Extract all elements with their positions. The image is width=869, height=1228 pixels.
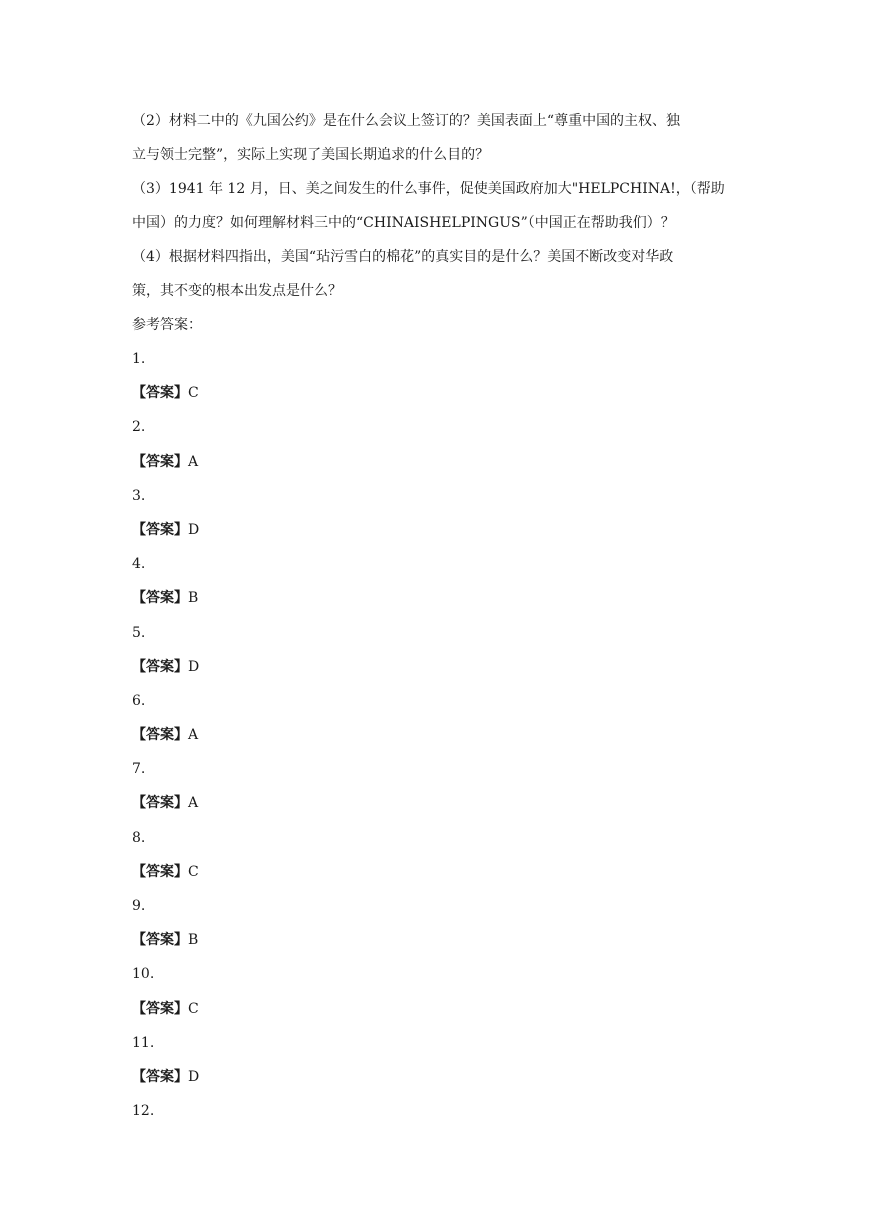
answer-number: 10. <box>132 966 155 983</box>
answer-label: 【答案】 <box>132 727 188 744</box>
reference-answers-heading: 参考答案： <box>132 317 202 333</box>
answer-value: B <box>188 932 199 949</box>
answer-item <box>132 623 732 677</box>
answer-number: 7. <box>132 761 146 778</box>
answer-value: C <box>188 863 199 880</box>
answer-number: 4. <box>132 556 146 573</box>
answer-number: 1. <box>132 351 146 367</box>
answer-list <box>132 349 732 1121</box>
answer-label: 【答案】 <box>132 658 188 675</box>
answer-label: 【答案】 <box>132 1068 188 1085</box>
answer-number: 11. <box>132 1034 155 1051</box>
answer-value: D <box>188 658 200 675</box>
answer-item <box>132 896 732 950</box>
answer-item <box>132 828 732 882</box>
answer-label: 【答案】 <box>132 1000 188 1017</box>
answer-number: 8. <box>132 829 146 846</box>
answer-line <box>132 520 732 540</box>
answer-value: A <box>188 727 199 744</box>
answer-label: 【答案】 <box>132 521 188 538</box>
answer-number: 6. <box>132 692 146 709</box>
answer-label: 【答案】 <box>132 385 188 402</box>
question-4-line-1: （4）根据材料四指出，美国“玷污雪白的棉花”的真实目的是什么？美国不断改变对华政 <box>132 249 674 265</box>
answer-number: 5. <box>132 624 146 641</box>
answer-line <box>132 930 732 950</box>
answer-item <box>132 691 732 745</box>
answer-number-last: 12. <box>132 1103 155 1120</box>
answer-value: D <box>188 1068 200 1085</box>
answer-value: B <box>188 590 199 607</box>
answer-item <box>132 964 732 1018</box>
question-2-line-2: 立与领士完整”，实际上实现了美国长期追求的什么目的？ <box>132 147 490 163</box>
answer-value: C <box>188 385 199 402</box>
answer-line <box>132 588 732 608</box>
answer-line <box>132 1067 732 1087</box>
answer-item <box>132 417 732 471</box>
answer-line <box>132 725 732 745</box>
answer-value: C <box>188 1000 199 1017</box>
answer-item <box>132 486 732 540</box>
answer-label: 【答案】 <box>132 453 188 470</box>
answer-value: A <box>188 453 199 470</box>
answer-line <box>132 793 732 813</box>
answer-number: 3. <box>132 487 146 504</box>
answer-number: 9. <box>132 898 146 914</box>
answer-label: 【答案】 <box>132 590 188 607</box>
question-3-line-2: 中国）的力度？如何理解材料三中的“CHINAISHELPINGUS”（中国正在帮助我们）？ <box>132 215 675 231</box>
answer-line <box>132 862 732 882</box>
question-3-line-1: （3）1941 年 12 月，日、美之间发生的什么事件，促使美国政府加大"HELPCHINA!，（帮助 <box>132 181 725 197</box>
answer-value: D <box>188 521 200 538</box>
answer-label: 【答案】 <box>132 863 188 880</box>
answer-label: 【答案】 <box>132 932 188 949</box>
answer-item <box>132 759 732 813</box>
answer-item <box>132 349 732 403</box>
answer-number: 2. <box>132 419 146 436</box>
answer-line <box>132 383 732 403</box>
question-2-line-1: （2）材料二中的《九国公约》是在什么会议上签订的？美国表面上“尊重中国的主权、独 <box>132 113 681 129</box>
answer-line <box>132 999 732 1019</box>
question-4-line-2: 策，其不变的根本出发点是什么？ <box>132 283 342 299</box>
answer-line <box>132 452 732 472</box>
answer-line <box>132 657 732 677</box>
answer-label: 【答案】 <box>132 795 188 812</box>
answer-item <box>132 554 732 608</box>
answer-value: A <box>188 795 199 812</box>
answer-item <box>132 1033 732 1087</box>
